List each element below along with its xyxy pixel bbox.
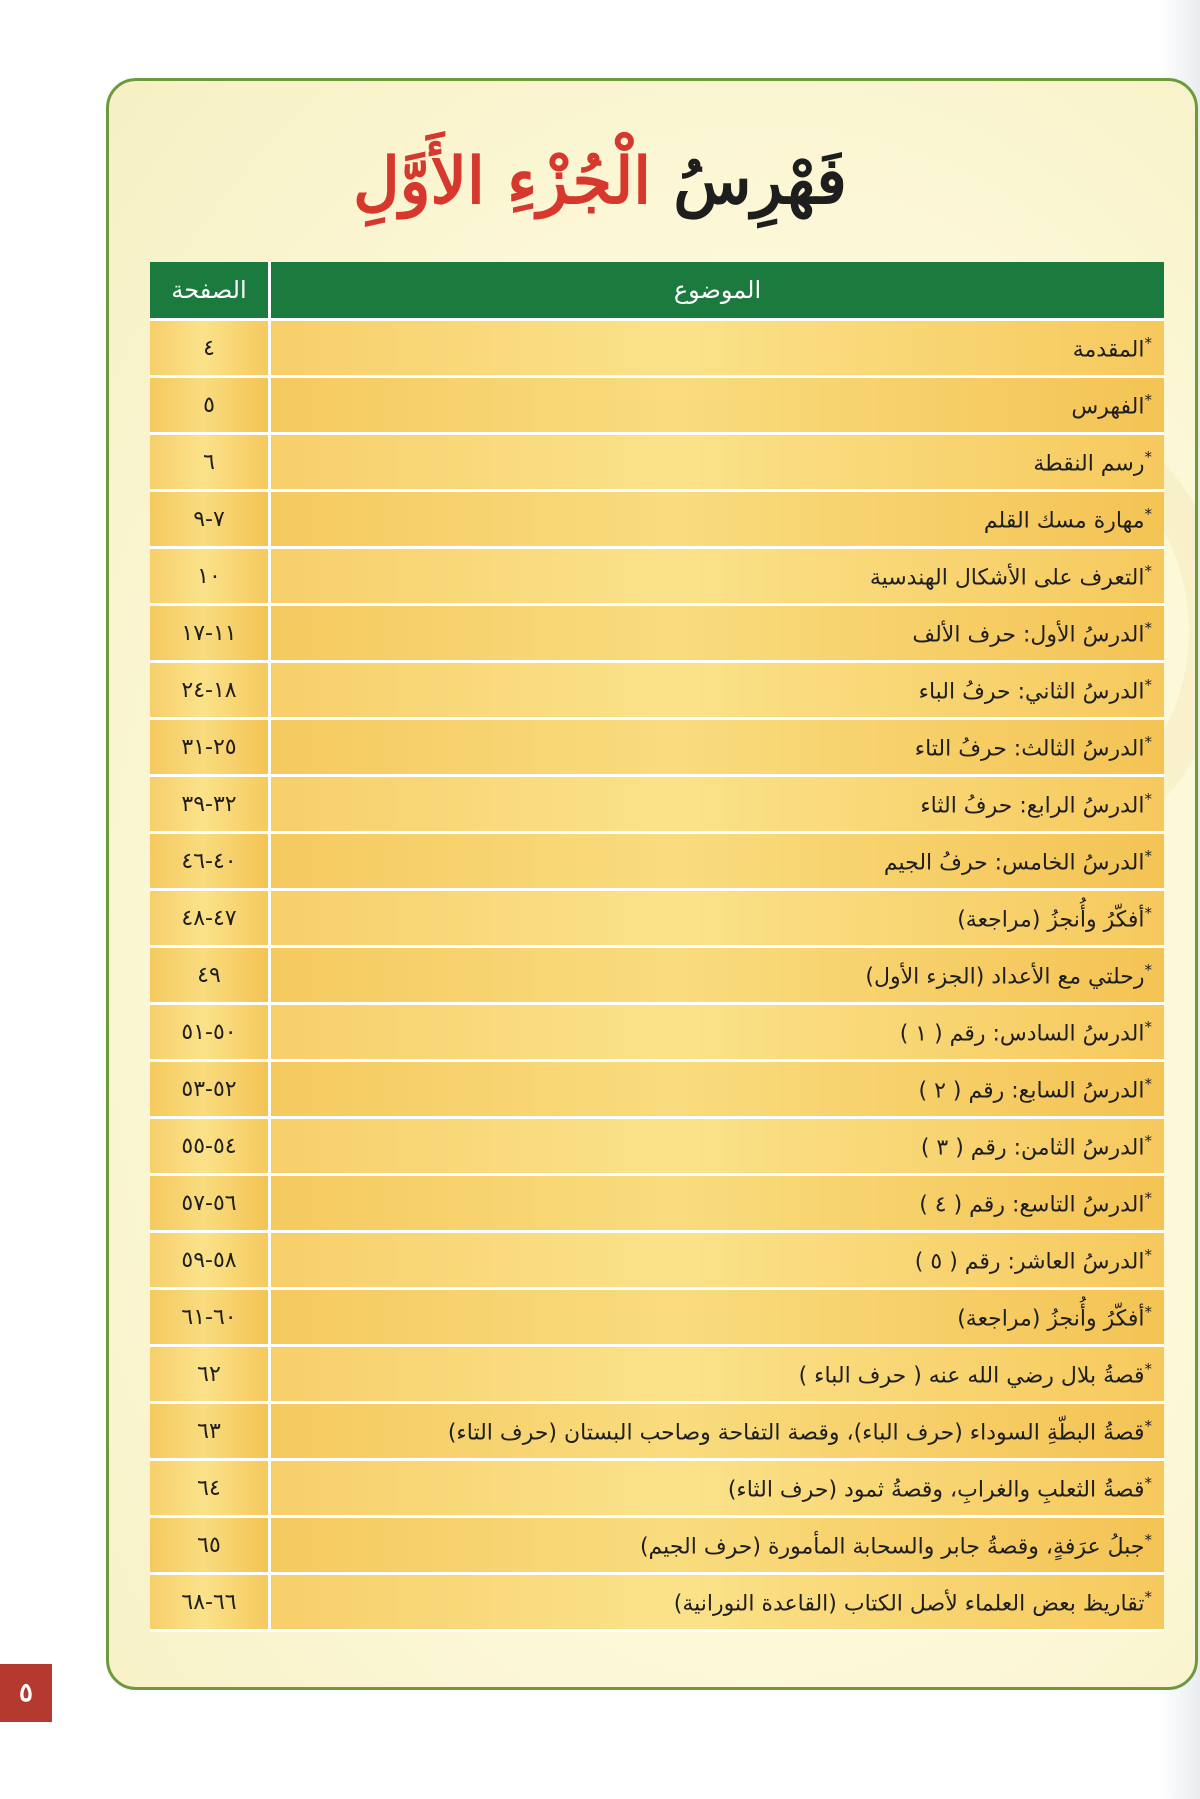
row-topic <box>270 1118 1165 1175</box>
row-topic-text: الفهرس <box>1071 394 1145 420</box>
page-number-badge: ٥ <box>0 1664 52 1722</box>
row-topic-text: الدرسُ الخامس: حرفُ الجيم <box>883 850 1145 876</box>
bullet-star-icon: * <box>1144 1074 1152 1093</box>
row-topic <box>270 947 1165 1004</box>
bullet-star-icon: * <box>1144 960 1152 979</box>
row-page: ٦٥ <box>150 1517 270 1574</box>
row-topic <box>270 1289 1165 1346</box>
row-page: ٦٦-٦٨ <box>150 1574 270 1631</box>
row-topic <box>270 1517 1165 1574</box>
row-page: ٦٠-٦١ <box>150 1289 270 1346</box>
table-row <box>150 320 1164 377</box>
row-topic-text: الدرسُ الثاني: حرفُ الباء <box>918 679 1145 705</box>
row-page: ١٨-٢٤ <box>150 662 270 719</box>
table-row <box>150 1460 1164 1517</box>
bullet-star-icon: * <box>1144 903 1152 922</box>
header-topic: الموضوع <box>270 262 1165 320</box>
row-topic-text: الدرسُ السابع: رقم ( ٢ ) <box>918 1078 1145 1104</box>
row-topic <box>270 1346 1165 1403</box>
row-topic-text: أفكّرُ وأُنجزُ (مراجعة) <box>957 1306 1145 1332</box>
bullet-star-icon: * <box>1144 1530 1152 1549</box>
row-topic <box>270 890 1165 947</box>
row-topic-text: الدرسُ الرابع: حرفُ الثاء <box>920 793 1145 819</box>
table-row <box>150 548 1164 605</box>
page-title <box>0 142 1200 222</box>
row-page: ٦٣ <box>150 1403 270 1460</box>
row-page: ٤٧-٤٨ <box>150 890 270 947</box>
table-row <box>150 1061 1164 1118</box>
table-row <box>150 1574 1164 1631</box>
bullet-star-icon: * <box>1144 1587 1152 1606</box>
table-row <box>150 1118 1164 1175</box>
row-topic-text: قصةُ بلال رضي الله عنه ( حرف الباء ) <box>798 1363 1145 1389</box>
table-row <box>150 491 1164 548</box>
row-page: ٦٤ <box>150 1460 270 1517</box>
bullet-star-icon: * <box>1144 1017 1152 1036</box>
row-topic-text: جبلُ عرَفةٍ، وقصةُ جابر والسحابة المأمورة (حرف الجيم) <box>639 1534 1145 1560</box>
row-topic-text: أفكّرُ وأُنجزُ (مراجعة) <box>957 907 1145 933</box>
row-topic <box>270 1232 1165 1289</box>
row-topic-text: رسم النقطة <box>1033 451 1145 477</box>
row-topic-text: مهارة مسك القلم <box>983 508 1145 534</box>
title-word-index: فَهْرِسُ <box>673 144 847 219</box>
bullet-star-icon: * <box>1144 1473 1152 1492</box>
bullet-star-icon: * <box>1144 561 1152 580</box>
row-page: ٥٠-٥١ <box>150 1004 270 1061</box>
row-topic-text: المقدمة <box>1072 337 1145 363</box>
row-topic-text: قصةُ الثعلبِ والغرابِ، وقصةُ ثمود (حرف الثاء) <box>727 1477 1145 1503</box>
row-topic-text: رحلتي مع الأعداد (الجزء الأول) <box>865 964 1145 990</box>
row-page: ٥ <box>150 377 270 434</box>
table-row <box>150 1289 1164 1346</box>
row-page: ٢٥-٣١ <box>150 719 270 776</box>
table-row <box>150 1232 1164 1289</box>
row-page: ٥٦-٥٧ <box>150 1175 270 1232</box>
row-page: ٥٨-٥٩ <box>150 1232 270 1289</box>
bullet-star-icon: * <box>1144 1302 1152 1321</box>
row-topic-text: قصةُ البطّةِ السوداء (حرف الباء)، وقصة التفاحة وصاحب البستان (حرف التاء) <box>447 1420 1145 1446</box>
row-topic <box>270 833 1165 890</box>
row-topic-text: الدرسُ التاسع: رقم ( ٤ ) <box>919 1192 1145 1218</box>
bullet-star-icon: * <box>1144 1416 1152 1435</box>
table-row <box>150 947 1164 1004</box>
bullet-star-icon: * <box>1144 1131 1152 1150</box>
table-of-contents <box>150 262 1164 1632</box>
bullet-star-icon: * <box>1144 390 1152 409</box>
bullet-star-icon: * <box>1144 447 1152 466</box>
bullet-star-icon: * <box>1144 846 1152 865</box>
row-topic <box>270 1061 1165 1118</box>
row-page: ٤٠-٤٦ <box>150 833 270 890</box>
header-page: الصفحة <box>150 262 270 320</box>
row-topic <box>270 1175 1165 1232</box>
row-page: ٤ <box>150 320 270 377</box>
row-topic <box>270 434 1165 491</box>
table-row <box>150 662 1164 719</box>
title-word-part-one: الْجُزْءِ الأَوَّلِ <box>353 144 652 219</box>
row-page: ٣٢-٣٩ <box>150 776 270 833</box>
table-row <box>150 1517 1164 1574</box>
row-topic <box>270 491 1165 548</box>
table-row <box>150 605 1164 662</box>
row-page: ٥٢-٥٣ <box>150 1061 270 1118</box>
row-topic-text: تقاريظ بعض العلماء لأصل الكتاب (القاعدة النورانية) <box>673 1591 1145 1617</box>
table-row <box>150 377 1164 434</box>
row-topic <box>270 548 1165 605</box>
row-topic <box>270 320 1165 377</box>
bullet-star-icon: * <box>1144 333 1152 352</box>
row-page: ١١-١٧ <box>150 605 270 662</box>
table-row <box>150 719 1164 776</box>
row-page: ٥٤-٥٥ <box>150 1118 270 1175</box>
row-page: ٧-٩ <box>150 491 270 548</box>
row-topic <box>270 662 1165 719</box>
table-header-row <box>150 262 1164 320</box>
bullet-star-icon: * <box>1144 1245 1152 1264</box>
row-topic-text: الدرسُ الثالث: حرفُ التاء <box>914 736 1145 762</box>
row-topic-text: التعرف على الأشكال الهندسية <box>869 565 1145 591</box>
table-row <box>150 1403 1164 1460</box>
bullet-star-icon: * <box>1144 1188 1152 1207</box>
row-topic-text: الدرسُ العاشر: رقم ( ٥ ) <box>914 1249 1145 1275</box>
row-topic-text: الدرسُ السادس: رقم ( ١ ) <box>899 1021 1145 1047</box>
bullet-star-icon: * <box>1144 618 1152 637</box>
row-topic <box>270 776 1165 833</box>
bullet-star-icon: * <box>1144 1359 1152 1378</box>
row-topic <box>270 377 1165 434</box>
bullet-star-icon: * <box>1144 732 1152 751</box>
table-row <box>150 1346 1164 1403</box>
bullet-star-icon: * <box>1144 789 1152 808</box>
row-topic-text: الدرسُ الأول: حرف الألف <box>912 622 1145 648</box>
row-topic <box>270 1574 1165 1631</box>
row-page: ٦٢ <box>150 1346 270 1403</box>
table-row <box>150 1175 1164 1232</box>
row-page: ١٠ <box>150 548 270 605</box>
row-topic <box>270 1460 1165 1517</box>
row-page: ٦ <box>150 434 270 491</box>
table-row <box>150 434 1164 491</box>
bullet-star-icon: * <box>1144 675 1152 694</box>
table-row <box>150 776 1164 833</box>
row-topic <box>270 1403 1165 1460</box>
row-topic <box>270 719 1165 776</box>
table-row <box>150 890 1164 947</box>
row-topic <box>270 605 1165 662</box>
table-row <box>150 833 1164 890</box>
row-topic <box>270 1004 1165 1061</box>
row-page: ٤٩ <box>150 947 270 1004</box>
table-row <box>150 1004 1164 1061</box>
bullet-star-icon: * <box>1144 504 1152 523</box>
row-topic-text: الدرسُ الثامن: رقم ( ٣ ) <box>920 1135 1145 1161</box>
